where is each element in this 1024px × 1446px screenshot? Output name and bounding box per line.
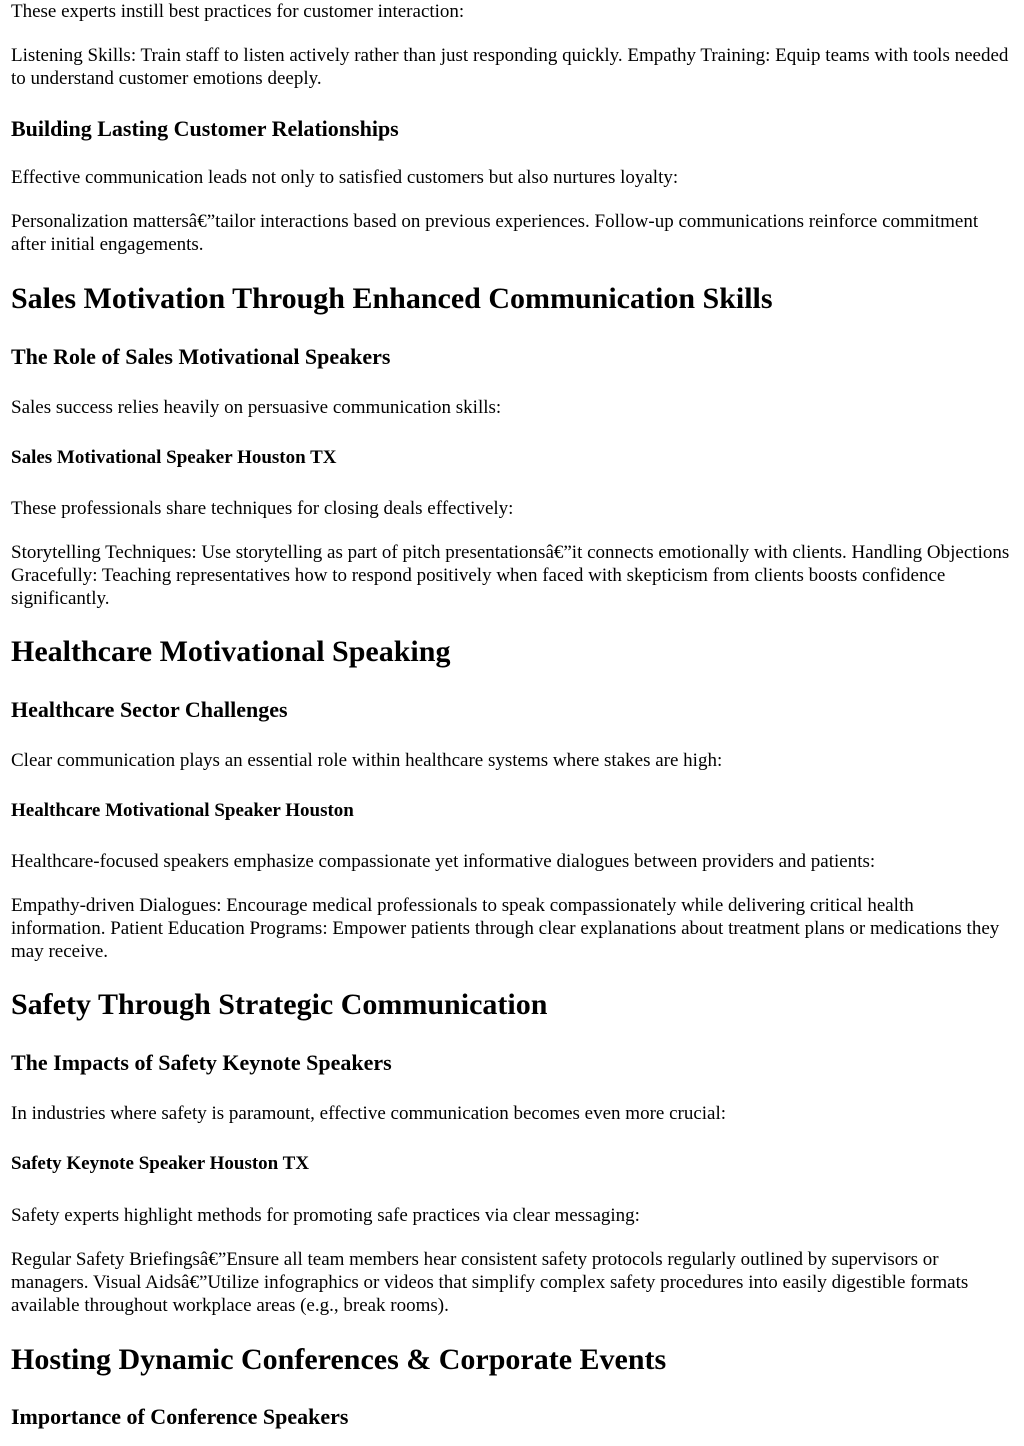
heading-healthcare-speaking: Healthcare Motivational Speaking <box>11 635 451 668</box>
heading-safety-keynote-impacts: The Impacts of Safety Keynote Speakers <box>11 1050 392 1075</box>
paragraph-safety-briefings-visual-aids: Regular Safety Briefingsâ€”Ensure all team members hear consistent safety protocols regularly outlined by supervisors or managers. Visual Aidsâ€”Utilize infographics or videos that simplify complex safety procedures into easily digestible formats available throughout workplace areas (e.g., break rooms). <box>11 1249 969 1316</box>
paragraph-loyalty-intro: Effective communication leads not only to satisfied customers but also nurtures loyalty: <box>11 167 679 188</box>
paragraph-safety-methods: Safety experts highlight methods for promoting safe practices via clear messaging: <box>11 1205 640 1226</box>
paragraph-personalization: Personalization mattersâ€”tailor interactions based on previous experiences. Follow-up communications reinforce commitment after initial engagements. <box>11 211 979 255</box>
paragraph-customer-interaction-intro: These experts instill best practices for customer interaction: <box>11 1 465 22</box>
heading-safety-speaker-houston: Safety Keynote Speaker Houston TX <box>11 1153 310 1174</box>
heading-sales-motivation: Sales Motivation Through Enhanced Communication Skills <box>11 282 773 315</box>
paragraph-empathy-patient-education: Empathy-driven Dialogues: Encourage medical professionals to speak compassionately while delivering critical health information. Patient Education Programs: Empower patients through clear explanations about treatment plans or medications they may receive. <box>11 895 1000 962</box>
paragraph-storytelling-objections: Storytelling Techniques: Use storytelling as part of pitch presentationsâ€”it connects emotionally with clients. Handling Objections Gracefully: Teaching representatives how to respond positively when faced with skepticism from clients boosts confidence significantly. <box>11 542 1010 609</box>
heading-healthcare-challenges: Healthcare Sector Challenges <box>11 697 288 722</box>
paragraph-listening-empathy: Listening Skills: Train staff to listen actively rather than just responding quickly. Empathy Training: Equip teams with tools needed to understand customer emotions deeply. <box>11 45 1009 89</box>
paragraph-closing-deals: These professionals share techniques for closing deals effectively: <box>11 498 514 519</box>
heading-conference-speakers-importance: Importance of Conference Speakers <box>11 1404 349 1429</box>
paragraph-healthcare-communication: Clear communication plays an essential role within healthcare systems where stakes are high: <box>11 750 723 771</box>
paragraph-healthcare-dialogues: Healthcare-focused speakers emphasize compassionate yet informative dialogues between providers and patients: <box>11 851 876 872</box>
heading-role-sales-speakers: The Role of Sales Motivational Speakers <box>11 344 391 369</box>
heading-healthcare-speaker-houston: Healthcare Motivational Speaker Houston <box>11 800 354 821</box>
paragraph-sales-success: Sales success relies heavily on persuasive communication skills: <box>11 397 502 418</box>
paragraph-safety-paramount: In industries where safety is paramount, effective communication becomes even more crucial: <box>11 1103 727 1124</box>
heading-conferences-events: Hosting Dynamic Conferences & Corporate Events <box>11 1343 667 1376</box>
heading-building-relationships: Building Lasting Customer Relationships <box>11 116 399 141</box>
heading-sales-speaker-houston: Sales Motivational Speaker Houston TX <box>11 447 337 468</box>
heading-safety-communication: Safety Through Strategic Communication <box>11 988 548 1021</box>
